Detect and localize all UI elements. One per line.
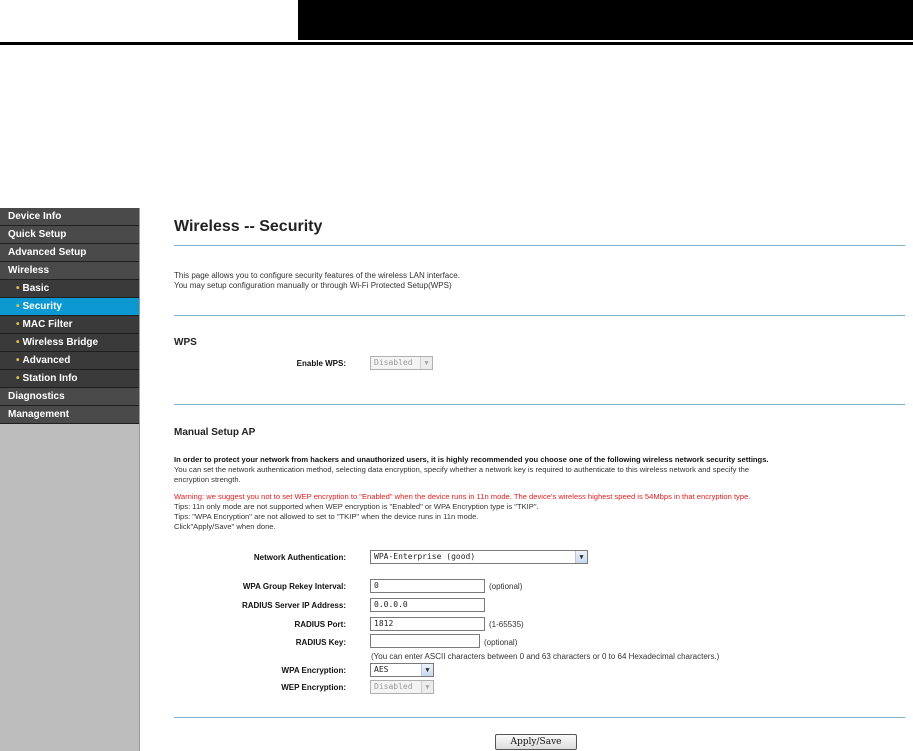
sidebar-item-station-info[interactable]: [0, 370, 139, 388]
chevron-down-icon: ▼: [575, 551, 587, 563]
security-recommendation: In order to protect your network from hackers and unauthorized users, it is highly recommended you choose one of the following wireless network security settings.: [174, 455, 769, 464]
wpa-encryption-label: WPA Encryption:: [281, 666, 346, 675]
enable-wps-value: Disabled: [374, 358, 413, 367]
wpa-encryption-value: AES: [374, 665, 389, 674]
rekey-optional-note: (optional): [489, 582, 523, 591]
sidebar-item-security[interactable]: [0, 298, 139, 316]
wpa-encryption-select[interactable]: [370, 663, 434, 677]
divider: [174, 717, 905, 718]
enable-wps-label: Enable WPS:: [296, 359, 346, 368]
wep-encryption-value: Disabled: [374, 682, 413, 691]
sidebar-item-wireless-bridge[interactable]: [0, 334, 139, 352]
sidebar-item-label: Basic: [22, 283, 50, 294]
tip-1: Tips: 11n only mode are not supported when WEP encryption is "Enabled" or WPA Encryption type is "TKIP".: [174, 502, 539, 511]
sidebar-item-label: Station Info: [22, 373, 78, 384]
radius-port-range-note: (1-65535): [489, 620, 524, 629]
header-rule: [0, 42, 913, 45]
radius-ip-label: RADIUS Server IP Address:: [241, 601, 346, 610]
divider: [174, 404, 905, 405]
sidebar-item-label: Diagnostics: [8, 391, 65, 402]
sidebar-item-label: Advanced Setup: [8, 247, 87, 258]
network-auth-value: WPA-Enterprise (good): [374, 552, 476, 561]
wep-encryption-select[interactable]: [370, 680, 434, 694]
bullet-icon: •: [16, 283, 20, 294]
bullet-icon: •: [16, 355, 20, 366]
wps-heading: WPS: [174, 337, 197, 348]
sidebar-item-label: Quick Setup: [8, 229, 67, 240]
bullet-icon: •: [16, 301, 20, 312]
apply-save-button[interactable]: Apply/Save: [495, 734, 577, 750]
sidebar-item-advanced[interactable]: [0, 352, 139, 370]
sidebar-item-label: Advanced: [22, 355, 71, 366]
main-content: [150, 208, 913, 751]
sidebar-item-label: MAC Filter: [22, 319, 73, 330]
sidebar-item-advanced-setup[interactable]: [0, 244, 139, 262]
description-line-1: You can set the network authentication method, selecting data encryption, specify whether a network key is required to authenticate to this wireless network and specify the: [174, 465, 750, 474]
radius-port-label: RADIUS Port:: [294, 620, 346, 629]
radius-ip-input[interactable]: 0.0.0.0: [370, 598, 485, 612]
bullet-icon: •: [16, 373, 20, 384]
sidebar-item-label: Security: [22, 301, 62, 312]
network-auth-select[interactable]: [370, 550, 588, 564]
tip-2: Tips: "WPA Encryption" are not allowed to set to "TKIP" when the device runs in 11n mode.: [174, 512, 479, 521]
wep-encryption-label: WEP Encryption:: [281, 683, 346, 692]
sidebar-item-label: Device Info: [8, 211, 62, 222]
divider: [174, 245, 905, 246]
intro-line-2: You may setup configuration manually or through Wi-Fi Protected Setup(WPS): [174, 281, 452, 290]
rekey-interval-input[interactable]: 0: [370, 579, 485, 593]
wep-warning: Warning: we suggest you not to set WEP encryption to "Enabled" when the device runs in 11n mode. The device's wireless highest speed is 54Mbps in that encryption type.: [174, 492, 751, 501]
sidebar-item-device-info[interactable]: [0, 208, 139, 226]
chevron-down-icon: ▼: [421, 681, 433, 693]
page-title: Wireless -- Security: [174, 218, 323, 235]
rekey-interval-label: WPA Group Rekey Interval:: [242, 582, 346, 591]
intro-line-1: This page allows you to configure security features of the wireless LAN interface.: [174, 271, 460, 280]
bullet-icon: •: [16, 337, 20, 348]
sidebar-item-diagnostics[interactable]: [0, 388, 139, 406]
header-black-bar: [298, 0, 913, 40]
tip-3: Click"Apply/Save" when done.: [174, 522, 276, 531]
chevron-down-icon: ▼: [421, 664, 433, 676]
sidebar-item-wireless[interactable]: [0, 262, 139, 280]
sidebar-item-quick-setup[interactable]: [0, 226, 139, 244]
bullet-icon: •: [16, 319, 20, 330]
chevron-down-icon: ▼: [420, 357, 432, 369]
sidebar-item-management[interactable]: [0, 406, 139, 424]
sidebar-item-mac-filter[interactable]: [0, 316, 139, 334]
sidebar: [0, 208, 140, 751]
sidebar-item-label: Wireless Bridge: [22, 337, 99, 348]
sidebar-item-basic[interactable]: [0, 280, 139, 298]
radius-key-optional-note: (optional): [484, 638, 518, 647]
radius-key-label: RADIUS Key:: [295, 638, 346, 647]
radius-key-input[interactable]: [370, 634, 480, 648]
radius-port-input[interactable]: 1812: [370, 617, 485, 631]
radius-key-hint: (You can enter ASCII characters between 0 and 63 characters or 0 to 64 Hexadecimal characters.): [371, 652, 720, 661]
manual-setup-heading: Manual Setup AP: [174, 427, 256, 438]
description-line-2: encryption strength.: [174, 475, 241, 484]
sidebar-item-label: Wireless: [8, 265, 50, 276]
divider: [174, 315, 905, 316]
network-auth-label: Network Authentication:: [253, 553, 346, 562]
sidebar-item-label: Management: [8, 409, 70, 420]
enable-wps-select[interactable]: [370, 356, 433, 370]
